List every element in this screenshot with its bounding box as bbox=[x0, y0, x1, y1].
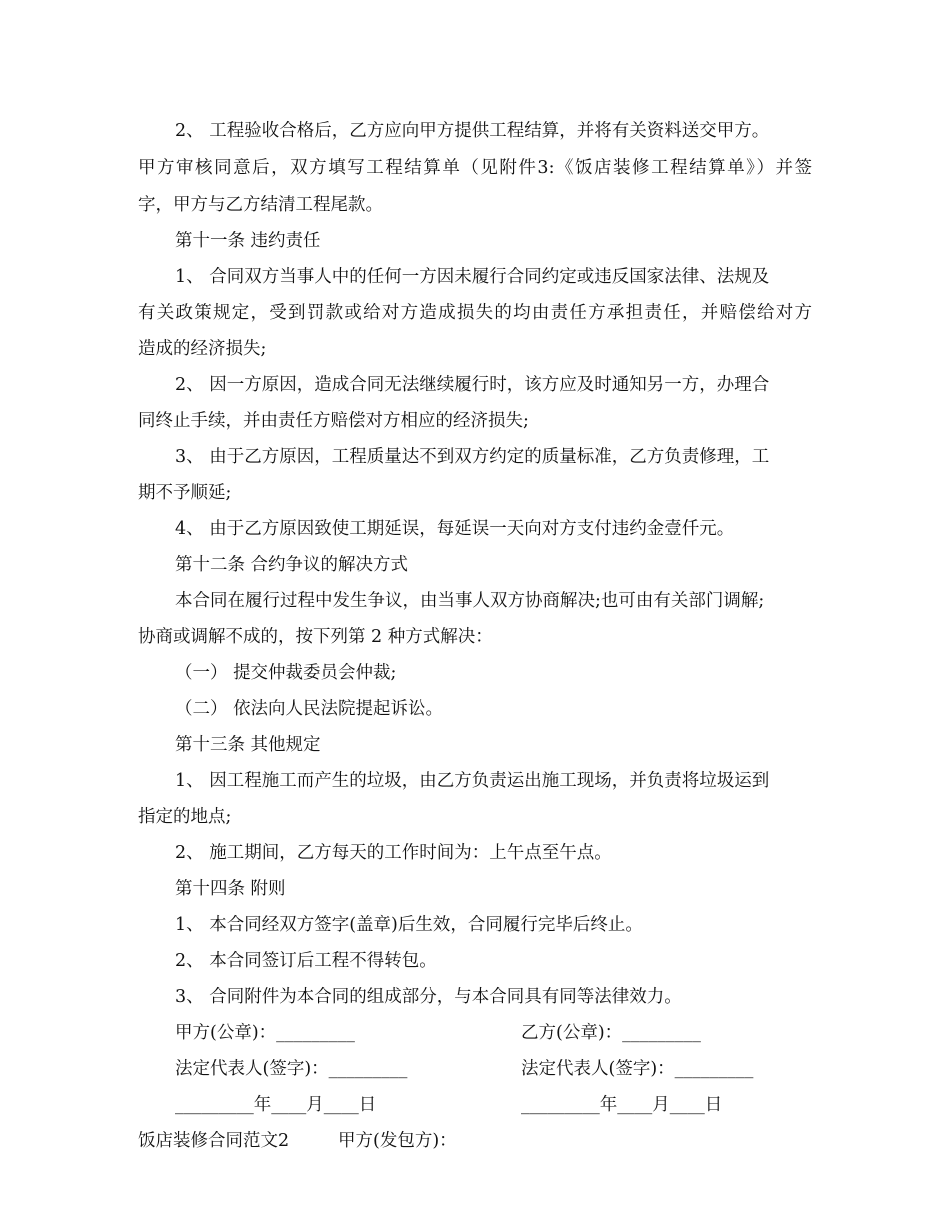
clause-12-option-1: （一） 提交仲裁委员会仲裁; bbox=[175, 663, 397, 683]
clause-11-item-1-line-2: 有关政策规定，受到罚款或给对方造成损失的均由责任方承担责任，并赔偿给对方 bbox=[138, 303, 812, 323]
party-a-representative: 法定代表人(签字)：_________ bbox=[175, 1059, 408, 1079]
next-section-title: 饭店装修合同范文2 bbox=[138, 1131, 290, 1151]
clause-12-body-line-1: 本合同在履行过程中发生争议，由当事人双方协商解决;也可由有关部门调解; bbox=[175, 591, 765, 611]
clause-11-item-1-line-3: 造成的经济损失; bbox=[138, 339, 267, 359]
clause-11-item-1-line-1: 1、 合同双方当事人中的任何一方因未履行合同约定或违反国家法律、法规及 bbox=[175, 267, 770, 287]
party-a-seal: 甲方(公章)：_________ bbox=[175, 1023, 355, 1043]
clause-13-item-2: 2、 施工期间，乙方每天的工作时间为：上午点至午点。 bbox=[175, 843, 612, 863]
clause-11-item-2-line-2: 同终止手续，并由责任方赔偿对方相应的经济损失; bbox=[138, 411, 529, 431]
clause-13-item-1-line-2: 指定的地点; bbox=[138, 807, 232, 827]
clause-14-item-1: 1、 本合同经双方签字(盖章)后生效，合同履行完毕后终止。 bbox=[175, 915, 643, 935]
party-b-date: _________年____月____日 bbox=[521, 1095, 723, 1115]
clause-12-heading: 第十二条 合约争议的解决方式 bbox=[175, 555, 409, 575]
clause-10-item-2-line-2: 甲方审核同意后，双方填写工程结算单（见附件3:《饭店装修工程结算单》）并签 bbox=[138, 158, 812, 178]
clause-13-item-1-line-1: 1、 因工程施工而产生的垃圾，由乙方负责运出施工现场，并负责将垃圾运到 bbox=[175, 771, 770, 791]
next-section-party-a: 甲方(发包方)： bbox=[338, 1131, 457, 1151]
party-a-date: _________年____月____日 bbox=[175, 1095, 377, 1115]
clause-11-item-4: 4、 由于乙方原因致使工期延误，每延误一天向对方支付违约金壹仟元。 bbox=[175, 519, 735, 539]
clause-11-item-2-line-1: 2、 因一方原因，造成合同无法继续履行时，该方应及时通知另一方，办理合 bbox=[175, 375, 770, 395]
clause-10-item-2-line-1: 2、 工程验收合格后，乙方应向甲方提供工程结算，并将有关资料送交甲方。 bbox=[175, 121, 770, 141]
clause-11-heading: 第十一条 违约责任 bbox=[175, 231, 321, 251]
clause-11-item-3-line-1: 3、 由于乙方原因，工程质量达不到双方约定的质量标准，乙方负责修理，工 bbox=[175, 447, 770, 467]
clause-14-heading: 第十四条 附则 bbox=[175, 879, 286, 899]
clause-13-heading: 第十三条 其他规定 bbox=[175, 735, 321, 755]
clause-12-option-2: （二） 依法向人民法院提起诉讼。 bbox=[175, 699, 444, 719]
party-b-representative: 法定代表人(签字)：_________ bbox=[521, 1059, 754, 1079]
clause-10-item-2-line-3: 字，甲方与乙方结清工程尾款。 bbox=[138, 195, 383, 215]
party-b-seal: 乙方(公章)：_________ bbox=[521, 1023, 701, 1043]
clause-14-item-2: 2、 本合同签订后工程不得转包。 bbox=[175, 951, 437, 971]
clause-14-item-3: 3、 合同附件为本合同的组成部分，与本合同具有同等法律效力。 bbox=[175, 987, 682, 1007]
clause-12-body-line-2: 协商或调解不成的，按下列第 2 种方式解决： bbox=[138, 627, 493, 647]
clause-11-item-3-line-2: 期不予顺延; bbox=[138, 483, 232, 503]
